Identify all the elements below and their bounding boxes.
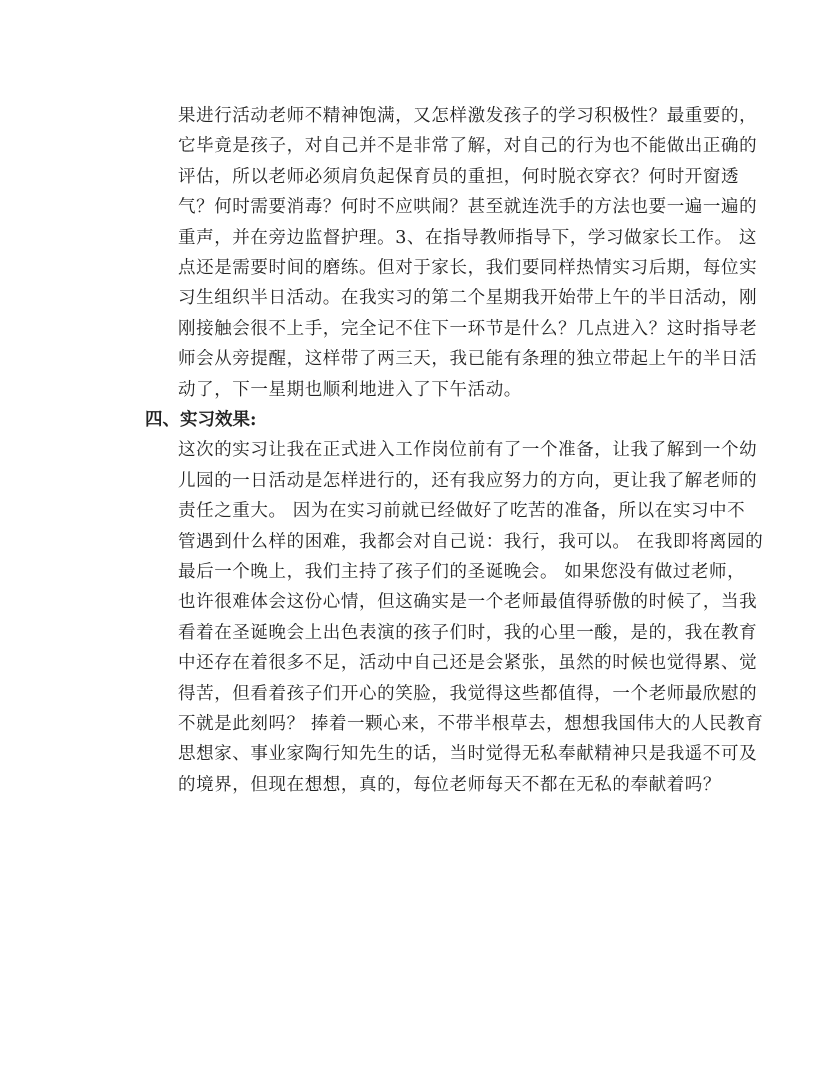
text-line: 它毕竟是孩子，对自己并不是非常了解，对自己的行为也不能做出正确的 [178,136,758,156]
section-heading: 四、实习效果: [145,410,257,430]
text-line: 不就是此刻吗？ 捧着一颗心来，不带半根草去，想想我国伟大的人民教育 [178,714,764,734]
text-line: 果进行活动老师不精神饱满，又怎样激发孩子的学习积极性？最重要的， [178,106,758,126]
text-line: 中还存在着很多不足，活动中自己还是会紧张，虽然的时候也觉得累、觉 [178,653,758,673]
text-line: 看着在圣诞晚会上出色表演的孩子们时，我的心里一酸，是的，我在教育 [178,623,758,643]
text-line: 气？何时需要消毒？何时不应哄闹？甚至就连洗手的方法也要一遍一遍的 [178,197,758,217]
text-line: 习生组织半日活动。在我实习的第二个星期我开始带上午的半日活动，刚 [178,288,758,308]
text-line: 也许很难体会这份心情，但这确实是一个老师最值得骄傲的时候了，当我 [178,592,758,612]
text-line: 这次的实习让我在正式进入工作岗位前有了一个准备，让我了解到一个幼 [178,440,758,460]
text-line: 的境界，但现在想想，真的，每位老师每天不都在无私的奉献着吗？ [178,775,721,795]
text-line: 重声，并在旁边监督护理。3、在指导教师指导下，学习做家长工作。 这 [178,228,757,248]
text-line: 最后一个晚上，我们主持了孩子们的圣诞晚会。 如果您没有做过老师， [178,562,746,582]
text-line: 动了，下一星期也顺利地进入了下午活动。 [178,380,522,400]
text-line: 管遇到什么样的困难，我都会对自己说：我行，我可以。 在我即将离园的 [178,532,764,552]
text-line: 儿园的一日活动是怎样进行的，还有我应努力的方向，更让我了解老师的 [178,471,758,491]
text-line: 责任之重大。 因为在实习前就已经做好了吃苦的准备，所以在实习中不 [178,501,746,521]
text-line: 得苦，但看着孩子们开心的笑脸，我觉得这些都值得，一个老师最欣慰的 [178,684,758,704]
text-line: 思想家、事业家陶行知先生的话，当时觉得无私奉献精神只是我遥不可及 [178,744,758,764]
text-line: 评估，所以老师必须肩负起保育员的重担，何时脱衣穿衣？何时开窗透 [178,167,740,187]
text-line: 刚接触会很不上手，完全记不住下一环节是什么？几点进入？这时指导老 [178,319,758,339]
text-line: 师会从旁提醒，这样带了两三天，我已能有条理的独立带起上午的半日活 [178,349,758,369]
text-line: 点还是需要时间的磨练。但对于家长，我们要同样热情实习后期，每位实 [178,258,758,278]
